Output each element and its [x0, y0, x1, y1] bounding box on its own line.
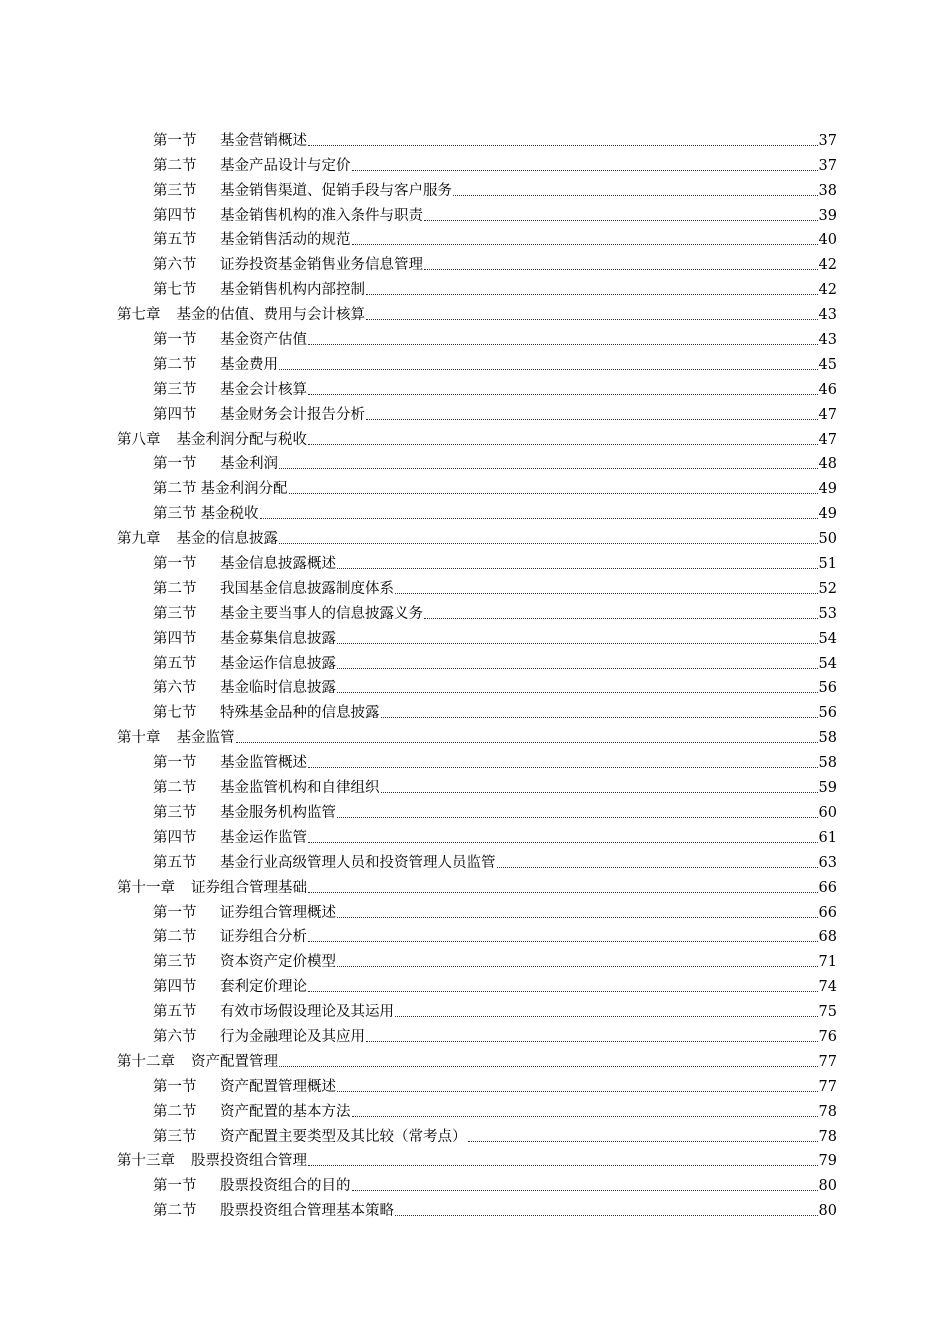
toc-section-entry[interactable]	[117, 797, 837, 822]
toc-page-number: 58	[818, 730, 837, 747]
toc-entry-label	[153, 928, 307, 946]
toc-entry-number: 第六节	[153, 257, 197, 274]
toc-dot-leader	[337, 917, 818, 918]
toc-entry-number: 第三节	[153, 954, 197, 971]
toc-section-entry[interactable]	[117, 200, 837, 225]
toc-dot-leader	[308, 767, 818, 768]
toc-entry-number: 第一节	[153, 332, 197, 349]
toc-section-entry[interactable]	[117, 498, 837, 523]
toc-entry-title: 基金销售机构内部控制	[220, 282, 365, 299]
toc-entry-number: 第一节	[153, 755, 197, 772]
toc-dot-leader	[395, 1215, 818, 1216]
toc-entry-label	[153, 1177, 351, 1195]
toc-entry-number: 第二节	[153, 1103, 197, 1120]
toc-entry-title: 股票投资组合管理基本策略	[220, 1203, 394, 1220]
toc-entry-title: 基金销售机构的准入条件与职责	[220, 207, 423, 224]
toc-entry-title: 股票投资组合的目的	[220, 1178, 351, 1195]
toc-entry-title: 基金临时信息披露	[220, 680, 336, 697]
toc-page-number: 51	[818, 556, 837, 573]
toc-entry-label	[153, 231, 351, 249]
toc-entry-label	[153, 1078, 336, 1096]
toc-page-number: 49	[818, 481, 837, 498]
toc-section-entry[interactable]	[117, 548, 837, 573]
toc-entry-title: 基金服务机构监管	[220, 804, 336, 821]
toc-chapter-entry[interactable]	[117, 299, 837, 324]
toc-dot-leader	[337, 568, 818, 569]
toc-entry-title: 基金监管	[176, 730, 235, 747]
toc-page-number: 53	[818, 605, 837, 622]
toc-entry-number: 第十章	[117, 730, 161, 747]
toc-entry-label	[153, 132, 307, 150]
toc-entry-number: 第二节	[153, 929, 197, 946]
toc-entry-title: 资产配置管理概述	[220, 1078, 336, 1095]
toc-entry-title: 资产配置的基本方法	[220, 1103, 351, 1120]
toc-page-number: 75	[818, 1004, 837, 1021]
toc-entry-label	[153, 480, 288, 498]
toc-page-number: 80	[818, 1178, 837, 1195]
toc-entry-label	[153, 406, 365, 424]
toc-page-number: 76	[818, 1028, 837, 1045]
toc-entry-number: 第八章	[117, 431, 161, 448]
toc-entry-label	[117, 879, 307, 897]
toc-entry-label	[153, 754, 307, 772]
toc-dot-leader	[337, 966, 818, 967]
toc-dot-leader	[381, 792, 818, 793]
toc-entry-label	[153, 953, 336, 971]
toc-dot-leader	[352, 170, 818, 171]
toc-dot-leader	[337, 692, 818, 693]
toc-entry-number: 第五节	[153, 1004, 197, 1021]
toc-dot-leader	[366, 419, 818, 420]
toc-entry-title: 行为金融理论及其应用	[220, 1028, 365, 1045]
toc-page-number: 43	[818, 307, 837, 324]
toc-dot-leader	[308, 842, 818, 843]
toc-entry-label	[153, 256, 423, 274]
toc-section-entry[interactable]	[117, 623, 837, 648]
toc-entry-label	[153, 1202, 394, 1220]
toc-entry-number: 第二节	[153, 356, 197, 373]
toc-dot-leader	[366, 319, 818, 320]
toc-chapter-entry[interactable]	[117, 523, 837, 548]
toc-page-number: 68	[818, 929, 837, 946]
toc-entry-number: 第一节	[153, 904, 197, 921]
toc-section-entry[interactable]	[117, 349, 837, 374]
toc-entry-title: 基金行业高级管理人员和投资管理人员监管	[220, 854, 496, 871]
toc-section-entry[interactable]	[117, 897, 837, 922]
toc-entry-label	[117, 431, 307, 449]
toc-section-entry[interactable]	[117, 573, 837, 598]
toc-entry-title: 基金监管机构和自律组织	[220, 780, 380, 797]
toc-dot-leader	[279, 543, 818, 544]
toc-entry-label	[153, 779, 380, 797]
toc-dot-leader	[424, 618, 818, 619]
toc-entry-number: 第二节	[153, 1203, 197, 1220]
toc-entry-title: 基金监管概述	[220, 755, 307, 772]
toc-entry-number: 第一节	[153, 1078, 197, 1095]
toc-entry-label	[117, 1053, 278, 1071]
toc-dot-leader	[424, 269, 818, 270]
toc-dot-leader	[337, 1091, 818, 1092]
toc-entry-label	[117, 306, 365, 324]
toc-page-number: 47	[818, 406, 837, 423]
toc-page-number: 77	[818, 1078, 837, 1095]
toc-section-entry[interactable]	[117, 274, 837, 299]
toc-section-entry[interactable]	[117, 822, 837, 847]
toc-dot-leader	[497, 867, 818, 868]
toc-page-number: 63	[818, 854, 837, 871]
toc-entry-label	[117, 530, 278, 548]
toc-entry-title: 资本资产定价模型	[220, 954, 336, 971]
toc-page-number: 43	[818, 332, 837, 349]
toc-entry-number: 第二节	[153, 157, 197, 174]
toc-entry-label	[153, 605, 423, 623]
toc-entry-number: 第六节	[153, 1028, 197, 1045]
toc-entry-title: 证券组合管理基础	[191, 879, 307, 896]
toc-dot-leader	[308, 394, 818, 395]
toc-dot-leader	[289, 493, 818, 494]
toc-entry-label	[153, 630, 336, 648]
toc-entry-title: 特殊基金品种的信息披露	[220, 705, 380, 722]
toc-dot-leader	[308, 444, 818, 445]
toc-page-number: 54	[818, 630, 837, 647]
toc-dot-leader	[395, 593, 818, 594]
toc-section-entry[interactable]	[117, 598, 837, 623]
toc-entry-title: 基金主要当事人的信息披露义务	[220, 605, 423, 622]
toc-entry-title: 基金运作信息披露	[220, 655, 336, 672]
toc-page-number: 42	[818, 282, 837, 299]
toc-section-entry[interactable]	[117, 996, 837, 1021]
toc-page-number: 66	[818, 904, 837, 921]
toc-entry-label	[153, 978, 307, 996]
toc-section-entry[interactable]	[117, 772, 837, 797]
toc-entry-number: 第一节	[153, 132, 197, 149]
toc-entry-title: 基金财务会计报告分析	[220, 406, 365, 423]
toc-page-number: 37	[818, 132, 837, 149]
toc-entry-number: 第三节	[153, 506, 197, 523]
toc-entry-label	[153, 904, 336, 922]
toc-section-entry[interactable]	[117, 125, 837, 150]
toc-dot-leader	[352, 1116, 818, 1117]
toc-entry-number: 第二节	[153, 481, 197, 498]
toc-entry-title: 证券组合分析	[220, 929, 307, 946]
toc-page-number: 60	[818, 804, 837, 821]
toc-page-number: 77	[818, 1053, 837, 1070]
toc-page-number: 38	[818, 182, 837, 199]
toc-entry-number: 第二节	[153, 580, 197, 597]
toc-entry-number: 第五节	[153, 655, 197, 672]
toc-entry-title: 基金销售活动的规范	[220, 232, 351, 249]
toc-section-entry[interactable]	[117, 673, 837, 698]
toc-chapter-entry[interactable]	[117, 1046, 837, 1071]
toc-page-number: 78	[818, 1103, 837, 1120]
table-of-contents	[117, 125, 837, 1220]
toc-section-entry[interactable]	[117, 399, 837, 424]
toc-page-number: 52	[818, 580, 837, 597]
toc-page-number: 56	[818, 705, 837, 722]
toc-entry-number: 第三节	[153, 605, 197, 622]
toc-dot-leader	[337, 817, 818, 818]
toc-section-entry[interactable]	[117, 175, 837, 200]
toc-page-number: 71	[818, 954, 837, 971]
toc-entry-title: 有效市场假设理论及其运用	[220, 1004, 394, 1021]
toc-entry-label	[153, 704, 380, 722]
toc-entry-number: 第十三章	[117, 1153, 175, 1170]
toc-entry-number: 第七节	[153, 705, 197, 722]
toc-dot-leader	[395, 1016, 818, 1017]
toc-dot-leader	[352, 1190, 818, 1191]
toc-page-number: 54	[818, 655, 837, 672]
toc-entry-number: 第三节	[153, 804, 197, 821]
toc-entry-label	[153, 207, 423, 225]
toc-entry-title: 证券组合管理概述	[220, 904, 336, 921]
toc-entry-label	[153, 182, 452, 200]
toc-chapter-entry[interactable]	[117, 1146, 837, 1171]
toc-entry-number: 第三节	[153, 182, 197, 199]
toc-section-entry[interactable]	[117, 1170, 837, 1195]
toc-entry-label	[153, 356, 278, 374]
toc-entry-number: 第五节	[153, 232, 197, 249]
toc-page-number: 39	[818, 207, 837, 224]
toc-entry-label	[153, 829, 307, 847]
toc-entry-number: 第九章	[117, 531, 161, 548]
toc-entry-label	[153, 1103, 351, 1121]
toc-section-entry[interactable]	[117, 1021, 837, 1046]
toc-section-entry[interactable]	[117, 1071, 837, 1096]
toc-dot-leader	[279, 1066, 818, 1067]
toc-page-number: 66	[818, 879, 837, 896]
toc-section-entry[interactable]	[117, 473, 837, 498]
toc-section-entry[interactable]	[117, 225, 837, 250]
toc-entry-title: 基金销售渠道、促销手段与客户服务	[220, 182, 452, 199]
toc-dot-leader	[236, 742, 818, 743]
toc-page-number: 46	[818, 381, 837, 398]
toc-entry-number: 第三节	[153, 381, 197, 398]
toc-section-entry[interactable]	[117, 971, 837, 996]
toc-page-number: 61	[818, 829, 837, 846]
toc-dot-leader	[366, 1041, 818, 1042]
toc-entry-label	[153, 679, 336, 697]
toc-entry-title: 基金营销概述	[220, 132, 307, 149]
toc-entry-title: 基金费用	[220, 356, 278, 373]
toc-section-entry[interactable]	[117, 747, 837, 772]
toc-page-number: 56	[818, 680, 837, 697]
toc-dot-leader	[424, 220, 818, 221]
toc-dot-leader	[308, 344, 818, 345]
toc-entry-label	[117, 729, 235, 747]
toc-chapter-entry[interactable]	[117, 722, 837, 747]
toc-entry-number: 第四节	[153, 207, 197, 224]
toc-page-number: 59	[818, 780, 837, 797]
toc-entry-title: 资产配置主要类型及其比较（常考点）	[220, 1128, 467, 1145]
toc-entry-title: 基金税收	[200, 506, 259, 523]
toc-entry-title: 基金产品设计与定价	[220, 157, 351, 174]
toc-entry-number: 第四节	[153, 829, 197, 846]
toc-page-number: 80	[818, 1203, 837, 1220]
toc-section-entry[interactable]	[117, 249, 837, 274]
toc-dot-leader	[453, 195, 818, 196]
toc-section-entry[interactable]	[117, 374, 837, 399]
toc-entry-number: 第七节	[153, 282, 197, 299]
toc-entry-number: 第五节	[153, 854, 197, 871]
toc-page-number: 47	[818, 431, 837, 448]
toc-entry-title: 股票投资组合管理	[191, 1153, 307, 1170]
toc-entry-number: 第一节	[153, 556, 197, 573]
toc-dot-leader	[366, 294, 818, 295]
toc-dot-leader	[308, 941, 818, 942]
toc-dot-leader	[352, 244, 818, 245]
toc-entry-title: 基金利润	[220, 456, 278, 473]
toc-entry-number: 第十二章	[117, 1053, 175, 1070]
toc-entry-title: 基金信息披露概述	[220, 556, 336, 573]
toc-chapter-entry[interactable]	[117, 424, 837, 449]
toc-page-number: 79	[818, 1153, 837, 1170]
toc-entry-number: 第四节	[153, 630, 197, 647]
toc-entry-number: 第一节	[153, 1178, 197, 1195]
toc-page-number: 74	[818, 979, 837, 996]
toc-entry-number: 第二节	[153, 780, 197, 797]
toc-dot-leader	[279, 468, 818, 469]
toc-entry-title: 基金会计核算	[220, 381, 307, 398]
toc-entry-title: 基金利润分配与税收	[176, 431, 307, 448]
toc-chapter-entry[interactable]	[117, 872, 837, 897]
toc-entry-number: 第六节	[153, 680, 197, 697]
toc-entry-title: 基金的信息披露	[176, 531, 278, 548]
toc-page-number: 40	[818, 232, 837, 249]
toc-entry-title: 证券投资基金销售业务信息管理	[220, 257, 423, 274]
toc-page-number: 49	[818, 506, 837, 523]
toc-dot-leader	[468, 1141, 818, 1142]
toc-entry-number: 第七章	[117, 307, 161, 324]
toc-entry-label	[153, 1028, 365, 1046]
toc-entry-number: 第一节	[153, 456, 197, 473]
toc-dot-leader	[279, 369, 818, 370]
toc-entry-number: 第十一章	[117, 879, 175, 896]
toc-entry-label	[153, 331, 307, 349]
toc-section-entry[interactable]	[117, 847, 837, 872]
toc-dot-leader	[308, 892, 818, 893]
toc-entry-label	[153, 804, 336, 822]
toc-section-entry[interactable]	[117, 946, 837, 971]
toc-dot-leader	[308, 1165, 818, 1166]
toc-entry-title: 资产配置管理	[191, 1053, 278, 1070]
toc-entry-label	[153, 655, 336, 673]
toc-dot-leader	[381, 717, 818, 718]
toc-section-entry[interactable]	[117, 1195, 837, 1220]
toc-dot-leader	[308, 145, 818, 146]
toc-dot-leader	[260, 518, 818, 519]
toc-entry-title: 基金资产估值	[220, 332, 307, 349]
toc-entry-title: 套利定价理论	[220, 979, 307, 996]
toc-dot-leader	[308, 991, 818, 992]
toc-section-entry[interactable]	[117, 922, 837, 947]
toc-entry-number: 第四节	[153, 406, 197, 423]
toc-entry-label	[153, 1128, 467, 1146]
toc-section-entry[interactable]	[117, 1121, 837, 1146]
toc-section-entry[interactable]	[117, 648, 837, 673]
toc-page-number: 45	[818, 356, 837, 373]
toc-section-entry[interactable]	[117, 324, 837, 349]
toc-entry-number: 第四节	[153, 979, 197, 996]
toc-dot-leader	[337, 643, 818, 644]
toc-section-entry[interactable]	[117, 150, 837, 175]
toc-entry-label	[153, 580, 394, 598]
toc-entry-label	[153, 455, 278, 473]
toc-entry-label	[117, 1152, 307, 1170]
toc-entry-title: 基金募集信息披露	[220, 630, 336, 647]
toc-entry-label	[153, 157, 351, 175]
toc-page-number: 37	[818, 157, 837, 174]
toc-entry-label	[153, 854, 496, 872]
toc-entry-label	[153, 1003, 394, 1021]
toc-dot-leader	[337, 668, 818, 669]
toc-entry-label	[153, 505, 259, 523]
toc-section-entry[interactable]	[117, 449, 837, 474]
toc-page-number: 58	[818, 755, 837, 772]
toc-page-number: 48	[818, 456, 837, 473]
toc-entry-label	[153, 281, 365, 299]
toc-entry-label	[153, 381, 307, 399]
toc-section-entry[interactable]	[117, 1096, 837, 1121]
toc-entry-label	[153, 555, 336, 573]
toc-section-entry[interactable]	[117, 697, 837, 722]
toc-entry-title: 基金的估值、费用与会计核算	[176, 307, 365, 324]
toc-page-number: 42	[818, 257, 837, 274]
toc-entry-title: 基金利润分配	[200, 481, 288, 498]
toc-page-number: 78	[818, 1128, 837, 1145]
toc-page-number: 50	[818, 531, 837, 548]
toc-entry-title: 基金运作监管	[220, 829, 307, 846]
toc-entry-title: 我国基金信息披露制度体系	[220, 580, 394, 597]
toc-entry-number: 第三节	[153, 1128, 197, 1145]
